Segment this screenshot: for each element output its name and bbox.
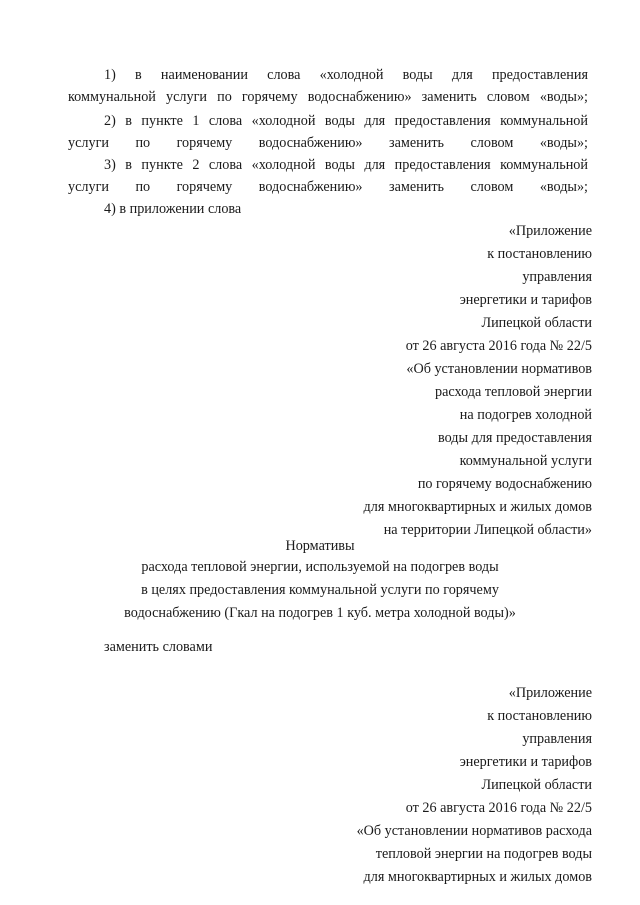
new-annex-line: управления [522, 731, 592, 747]
old-annex-line: расхода тепловой энергии [435, 384, 592, 400]
new-annex-line: тепловой энергии на подогрев воды [375, 846, 592, 862]
old-annex-line: по горячему водоснабжению [417, 476, 592, 492]
old-annex-line: «Приложение [508, 223, 592, 239]
new-annex-line: энергетики и тарифов [459, 754, 592, 770]
amendment-4 [68, 198, 588, 220]
new-annex-line: «Об установлении нормативов расхода [356, 823, 592, 839]
amendment-1-line-1: 1) в наименовании слова «холодной воды для предоставления [104, 67, 588, 83]
normatives-line: в целях предоставления коммунальной услуги по горячему [141, 582, 499, 598]
normatives-line: расхода тепловой энергии, используемой на подогрев воды [141, 559, 499, 575]
new-annex-header [357, 682, 592, 889]
new-annex-line: к постановлению [487, 708, 592, 724]
old-annex-header [364, 220, 592, 542]
amendment-1-line-2: коммунальной услуги по горячему водоснабжению» заменить словом «воды»; [68, 89, 588, 105]
old-annex-line: воды для предоставления [438, 430, 592, 446]
amendment-3-line-1: 3) в пункте 2 слова «холодной воды для предоставления коммунальной [104, 157, 588, 173]
amendment-2-line-1: 2) в пункте 1 слова «холодной воды для предоставления коммунальной [104, 113, 588, 129]
old-annex-line: на территории Липецкой области» [383, 522, 592, 538]
normatives-line: водоснабжению (Гкал на подогрев 1 куб. метра холодной воды)» [124, 605, 516, 621]
old-annex-line: на подогрев холодной [459, 407, 592, 423]
old-annex-line: к постановлению [487, 246, 592, 262]
old-annex-line: от 26 августа 2016 года № 22/5 [405, 338, 592, 354]
old-annex-line: управления [522, 269, 592, 285]
amendment-4-line: 4) в приложении слова [104, 201, 242, 217]
normatives-description [0, 556, 640, 625]
old-annex-line: для многоквартирных и жилых домов [363, 499, 592, 515]
amendment-2 [68, 110, 588, 154]
amendment-3 [68, 154, 588, 198]
new-annex-line: «Приложение [508, 685, 592, 701]
amendment-2-line-2: услуги по горячему водоснабжению» заменить словом «воды»; [68, 135, 588, 151]
replace-with-text: заменить словами [104, 639, 213, 655]
new-annex-line: Липецкой области [481, 777, 592, 793]
old-annex-line: коммунальной услуги [459, 453, 592, 469]
new-annex-line: для многоквартирных и жилых домов [363, 869, 592, 885]
amendment-1 [68, 64, 588, 108]
normatives-heading [0, 535, 640, 558]
old-annex-line: энергетики и тарифов [459, 292, 592, 308]
amendment-3-line-2: услуги по горячему водоснабжению» заменить словом «воды»; [68, 179, 588, 195]
new-annex-line: от 26 августа 2016 года № 22/5 [405, 800, 592, 816]
old-annex-line: Липецкой области [481, 315, 592, 331]
old-annex-line: «Об установлении нормативов [406, 361, 592, 377]
normatives-title: Нормативы [285, 538, 355, 554]
replace-with [68, 636, 588, 658]
